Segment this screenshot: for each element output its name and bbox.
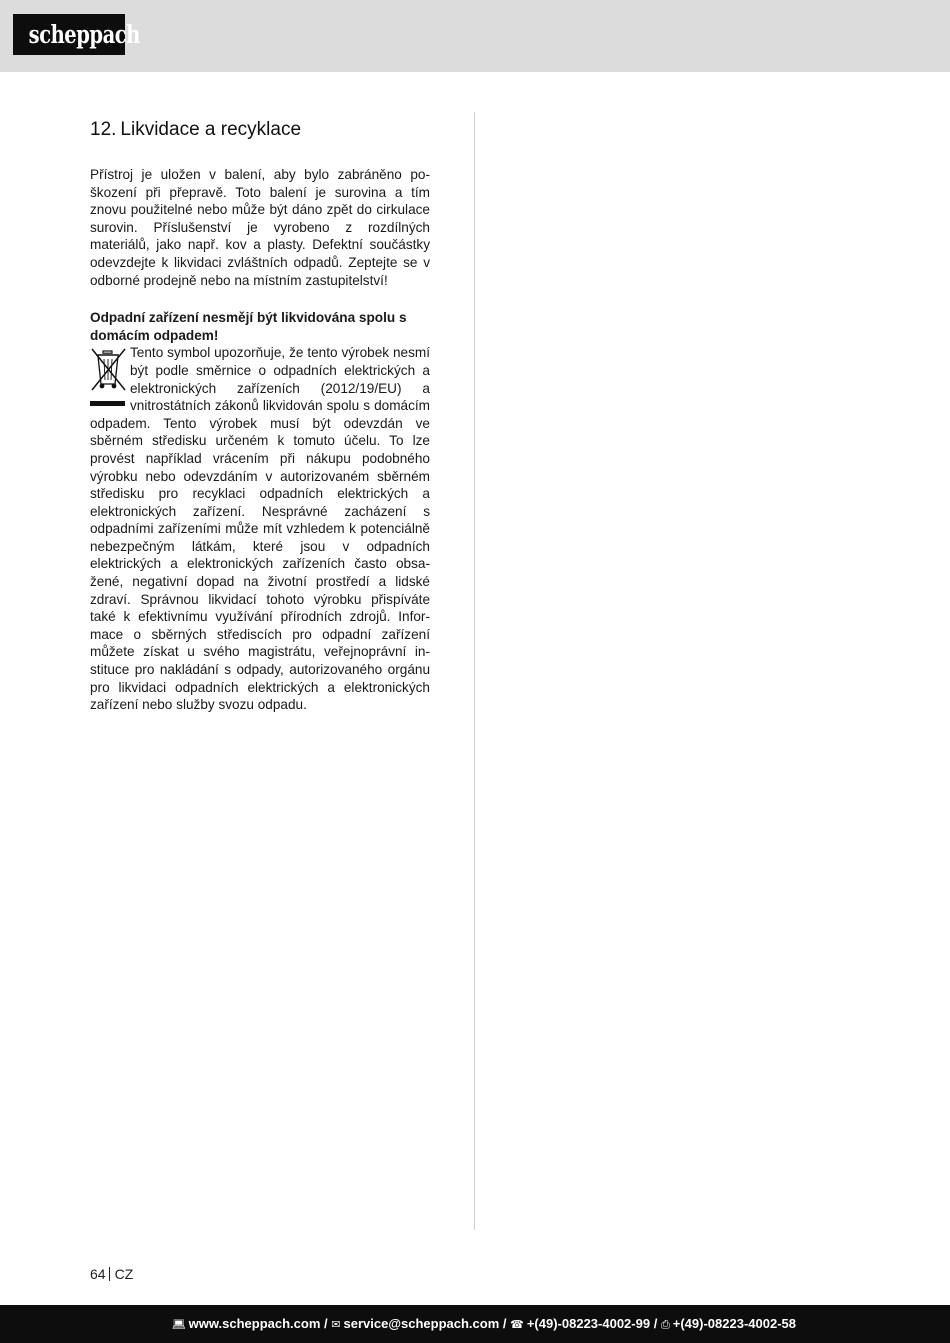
logo-text: scheppach <box>28 20 140 49</box>
intro-paragraph: Přístroj je uložen v balení, aby bylo zabráněno poškození při přepravě. Toto balení je surovina a tím znovu použitelné nebo může být dáno zpět do cirkulace surovin. Příslušenství je vyrobeno z rozdílných materiálů, jako např. kov a plasty. Defektní součástky odevzdejte k likvidaci zvláštních odpadů. Zeptejte se v odborné prodejně nebo na místním zastupitelství! <box>90 167 430 288</box>
telephone-icon: ☎︎ <box>510 1319 524 1331</box>
crossed-out-wheelie-bin-icon <box>90 346 127 408</box>
footer-phone: +(49)-08223-4002-99 <box>526 1316 651 1331</box>
footer-separator: / <box>502 1316 507 1331</box>
warning-heading: Odpadní zařízení nesmějí být likvidována spolu s domácím odpadem! <box>90 310 407 343</box>
section-heading <box>90 118 430 142</box>
page-number: 64 <box>90 1266 106 1282</box>
footer-email[interactable]: service@scheppach.com <box>343 1316 500 1331</box>
footer-separator: / <box>653 1316 658 1331</box>
main-column <box>90 118 430 714</box>
weee-paragraph-block <box>90 344 430 713</box>
envelope-icon: ✉︎ <box>331 1319 341 1331</box>
weee-text: Tento symbol upozorňuje, že tento výrobek nesmí být podle směrnice o odpadních elektrických a elektronických zařízeních (2012/19/EU) a vnitrostátních zákonů likvidován spolu s domácím odpadem. Tento výrobek musí být odevzdán ve sběrném středisku určeném k tomuto účelu. To lze provést například vrácením při nákupu podobného výrobku nebo odevzdáním v autorizovaném sběrném středisku pro recyklaci odpadních elektrických a elektronických zařízení. Nesprávné zacházení s odpadními zařízeními může mít vzhledem k potenciálně nebezpečným látkám, které jsou v odpadních elektrických a elektronických zařízeních často obsažené, negativní dopad na životní prostředí a lidské zdraví. Správnou likvidací tohoto výrobku přispíváte také k efektivnímu využívání přírodních zdrojů. Informace o sběrných střediscích pro odpadní zařízení můžete získat u svého magistrátu, veřejnoprávní instituce pro nakládání s odpady, autorizovaného orgánu pro likvidaci odpadních elektrických a elektronických zařízení nebo služby svozu odpadu. <box>90 345 430 713</box>
footer-separator: / <box>324 1316 328 1331</box>
fax-icon: ⎙ <box>660 1319 670 1331</box>
computer-icon: 💻︎ <box>171 1319 186 1331</box>
page-footer-number <box>90 1265 133 1283</box>
footer-fax: +(49)-08223-4002-58 <box>672 1316 796 1331</box>
page-number-divider <box>109 1267 110 1281</box>
section-title: Likvidace a recyklace <box>120 119 302 140</box>
header-bar <box>0 0 950 72</box>
contact-line <box>172 1316 796 1333</box>
page-language: CZ <box>114 1266 134 1282</box>
footer-website[interactable]: www.scheppach.com <box>188 1316 321 1331</box>
scheppach-logo <box>13 14 140 55</box>
section-number: 12. <box>90 119 117 140</box>
footer-bar <box>0 1305 950 1343</box>
column-divider <box>474 112 475 1230</box>
